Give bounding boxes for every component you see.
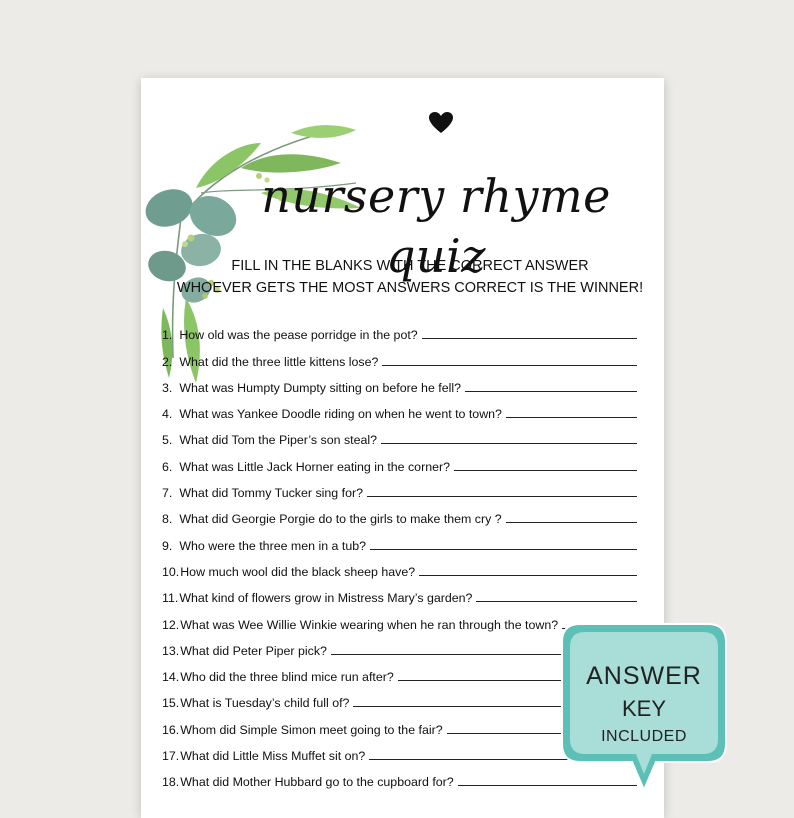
question-text: What did Tom the Piper’s son steal? xyxy=(179,433,378,448)
question-number: 13. xyxy=(162,643,180,658)
question-item xyxy=(162,474,637,500)
answer-blank[interactable] xyxy=(465,391,637,392)
question-text: What was Little Jack Horner eating in the corner? xyxy=(179,459,451,474)
question-item xyxy=(162,395,637,421)
question-item xyxy=(162,342,637,368)
instructions-line-1: FILL IN THE BLANKS WITH THE CORRECT ANSWER xyxy=(231,258,589,274)
answer-blank[interactable] xyxy=(367,496,637,497)
badge-line-1: ANSWER xyxy=(586,662,702,690)
question-text: What was Yankee Doodle riding on when he went to town? xyxy=(179,407,502,422)
question-item xyxy=(162,553,637,579)
question-text: How much wool did the black sheep have? xyxy=(180,564,416,579)
question-number: 6. xyxy=(162,459,173,474)
question-text: What did Georgie Porgie do to the girls to make them cry ? xyxy=(179,512,502,527)
question-number: 17. xyxy=(162,749,180,764)
question-number: 10. xyxy=(162,564,180,579)
question-number: 18. xyxy=(162,775,180,790)
page-title: nursery rhyme quiz xyxy=(261,169,611,283)
badge-line-3: INCLUDED xyxy=(601,728,687,745)
question-number: 7. xyxy=(162,486,173,501)
question-text: What did Peter Piper pick? xyxy=(180,643,327,658)
badge-line-2: KEY xyxy=(621,696,667,721)
question-item xyxy=(162,526,637,552)
question-number: 15. xyxy=(162,696,180,711)
question-number: 9. xyxy=(162,538,173,553)
question-text: What kind of flowers grow in Mistress Mary’s garden? xyxy=(179,591,473,606)
question-item xyxy=(162,421,637,447)
question-text: What did Tommy Tucker sing for? xyxy=(179,486,363,501)
question-item xyxy=(162,579,637,605)
answer-blank[interactable] xyxy=(419,575,637,576)
question-text: What did Little Miss Muffet sit on? xyxy=(180,749,366,764)
question-item xyxy=(162,500,637,526)
question-item xyxy=(162,316,637,342)
question-number: 8. xyxy=(162,512,173,527)
question-item xyxy=(162,447,637,473)
question-number: 3. xyxy=(162,380,173,395)
question-number: 5. xyxy=(162,433,173,448)
question-number: 2. xyxy=(162,354,173,369)
question-number: 16. xyxy=(162,722,180,737)
question-number: 1. xyxy=(162,328,173,343)
question-number: 14. xyxy=(162,670,180,685)
instructions-line-2: WHOEVER GETS THE MOST ANSWERS CORRECT IS THE WINNER! xyxy=(176,280,644,296)
answer-blank[interactable] xyxy=(370,549,637,550)
question-number: 12. xyxy=(162,617,180,632)
answer-blank[interactable] xyxy=(506,522,637,523)
question-number: 11. xyxy=(162,591,179,606)
question-text: What was Wee Willie Winkie wearing when he ran through the town? xyxy=(180,617,559,632)
question-text: How old was the pease porridge in the pot? xyxy=(179,328,418,343)
question-text: What is Tuesday’s child full of? xyxy=(180,696,350,711)
answer-blank[interactable] xyxy=(454,470,637,471)
question-text: Whom did Simple Simon meet going to the fair? xyxy=(180,722,443,737)
question-text: What did Mother Hubbard go to the cupboard for? xyxy=(180,775,454,790)
question-text: What did the three little kittens lose? xyxy=(179,354,379,369)
answer-blank[interactable] xyxy=(382,365,637,366)
question-text: Who were the three men in a tub? xyxy=(179,538,366,553)
question-text: What was Humpty Dumpty sitting on before he fell? xyxy=(179,380,462,395)
heart-icon xyxy=(428,111,454,135)
answer-blank[interactable] xyxy=(506,417,637,418)
question-item xyxy=(162,369,637,395)
question-number: 4. xyxy=(162,407,173,422)
answer-blank[interactable] xyxy=(422,338,637,339)
question-text: Who did the three blind mice run after? xyxy=(180,670,394,685)
answer-blank[interactable] xyxy=(476,601,637,602)
answer-blank[interactable] xyxy=(381,443,637,444)
